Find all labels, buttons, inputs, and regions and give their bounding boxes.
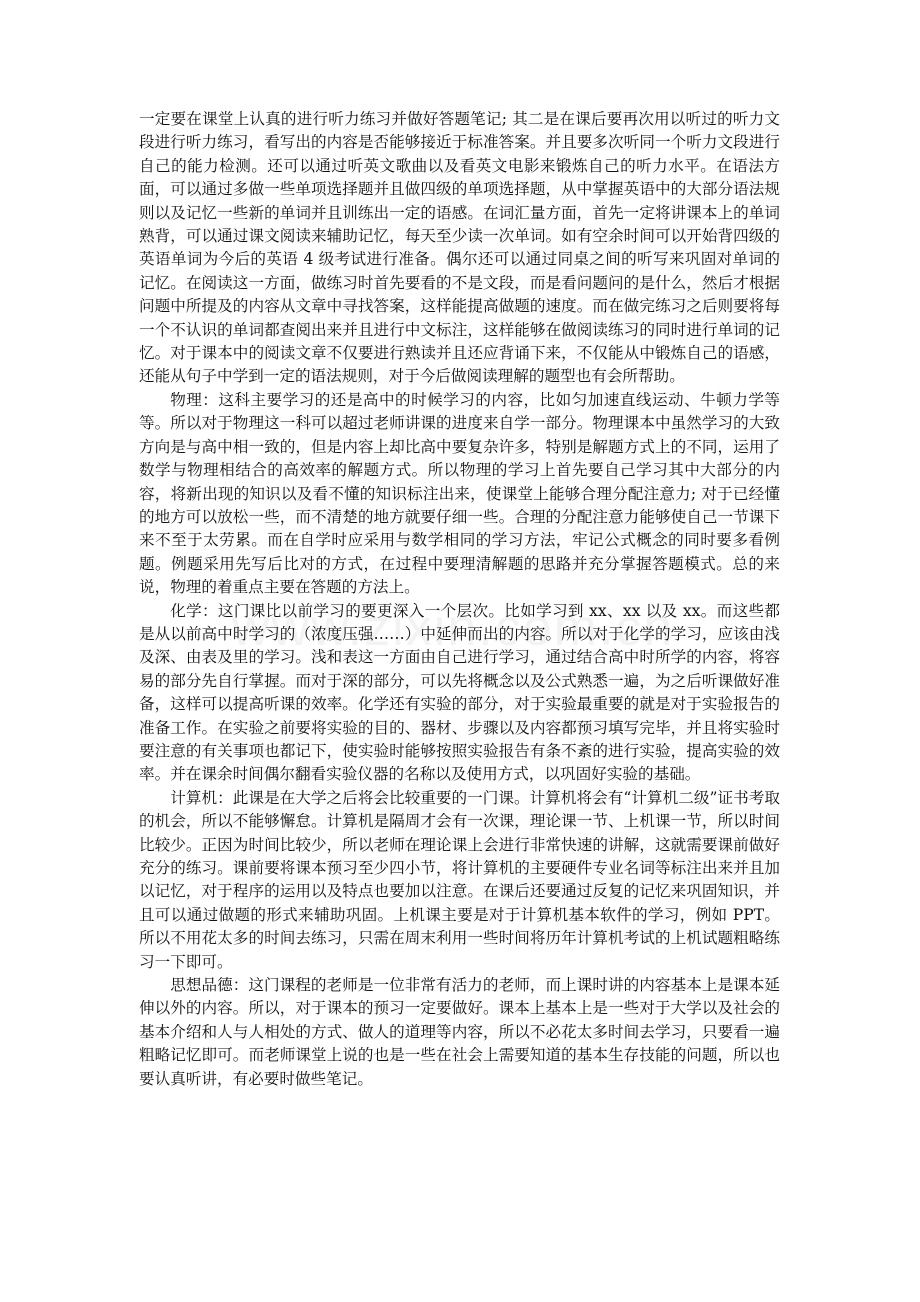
paragraph-computer: 计算机：此课是在大学之后将会比较重要的一门课。计算机将会有“计算机二级”证书考取的机会，所以不能够懈怠。计算机是隔周才会有一次课，理论课一节、上机课一节，所以时间比较少。正因为时间比较少，所以老师在理论课上会进行非常快速的讲解，这就需要课前做好充分的练习。课前要将课本预习至少四小节，将计算机的主要硬件专业名词等标注出来并且加以记忆，对于程序的运用以及特点也要加以注意。在课后还要通过反复的记忆来巩固知识，并且可以通过做题的形式来辅助巩固。上机课主要是对于计算机基本软件的学习，例如 PPT。所以不用花太多的时间去练习，只需在周末利用一些时间将历年计算机考试的上机试题粗略练习一下即可。 [139,788,780,971]
paragraph-ideology-morality: 思想品德：这门课程的老师是一位非常有活力的老师，而上课时讲的内容基本上是课本延伸以外的内容。所以，对于课本的预习一定要做好。课本上基本上是一些对于大学以及社会的基本介绍和人与人相处的方式、做人的道理等内容，所以不必花太多时间去学习，只要看一遍粗略记忆即可。而老师课堂上说的也是一些在社会上需要知道的基本生存技能的问题，所以也要认真听讲，有必要时做些笔记。 [139,976,780,1088]
paragraph-chemistry: 化学：这门课比以前学习的要更深入一个层次。比如学习到 xx、xx 以及 xx。而这些都是从以前高中时学习的（浓度压强……）中延伸而出的内容。所以对于化学的学习，应该由浅及深、由表及里的学习。浅和表这一方面由自己进行学习，通过结合高中时所学的内容，将容易的部分先自行掌握。而对于深的部分，可以先将概念以及公式熟悉一遍，为之后听课做好准备，这样可以提高听课的效率。化学还有实验的部分，对于实验最重要的就是对于实验报告的准备工作。在实验之前要将实验的目的、器材、步骤以及内容都预习填写完毕，并且将实验时要注意的有关事项也都记下，使实验时能够按照实验报告有条不紊的进行实验，提高实验的效率。并在课余时间偶尔翻看实验仪器的名称以及使用方式，以巩固好实验的基础。 [139,601,780,784]
paragraph-physics: 物理：这科主要学习的还是高中的时候学习的内容，比如匀加速直线运动、牛顿力学等等。所以对于物理这一科可以超过老师讲课的进度来自学一部分。物理课本中虽然学习的大致方向是与高中相一致的，但是内容上却比高中要复杂许多，特别是解题方式上的不同，运用了数学与物理相结合的高效率的解题方式。所以物理的学习上首先要自己学习其中大部分的内容，将新出现的知识以及看不懂的知识标注出来，使课堂上能够合理分配注意力; 对于已经懂的地方可以放松一些，而不清楚的地方就要仔细一些。合理的分配注意力能够使自己一节课下来不至于太劳累。而在自学时应采用与数学相同的学习方法，牢记公式概念的同时要多看例题。例题采用先写后比对的方式，在过程中要理清解题的思路并充分掌握答题模式。总的来说，物理的着重点主要在答题的方法上。 [139,390,780,597]
paragraph-english-study: 一定要在课堂上认真的进行听力练习并做好答题笔记; 其二是在课后要再次用以听过的听力文段进行听力练习，看写出的内容是否能够接近于标准答案。并且要多次听同一个听力文段进行自己的能力检测。还可以通过听英文歌曲以及看英文电影来锻炼自己的听力水平。在语法方面，可以通过多做一些单项选择题并且做四级的单项选择题，从中掌握英语中的大部分语法规则以及记忆一些新的单词并且训练出一定的语感。在词汇量方面，首先一定将讲课本上的单词熟背，可以通过课文阅读来辅助记忆，每天至少读一次单词。如有空余时间可以开始背四级的英语单词为今后的英语 4 级考试进行准备。偶尔还可以通过同桌之间的听写来巩固对单词的记忆。在阅读这一方面，做练习时首先要看的不是文段，而是看问题问的是什么，然后才根据问题中所提及的内容从文章中寻找答案，这样能提高做题的速度。而在做完练习之后则要将每一个不认识的单词都查阅出来并且进行中文标注，这样能够在做阅读练习的同时进行单词的记忆。对于课本中的阅读文章不仅要进行熟读并且还应背诵下来，不仅能从中锻炼自己的语感，还能从句子中学到一定的语法规则，对于今后做阅读理解的题型也有会所帮助。 [139,110,780,386]
document-body [139,108,780,1091]
